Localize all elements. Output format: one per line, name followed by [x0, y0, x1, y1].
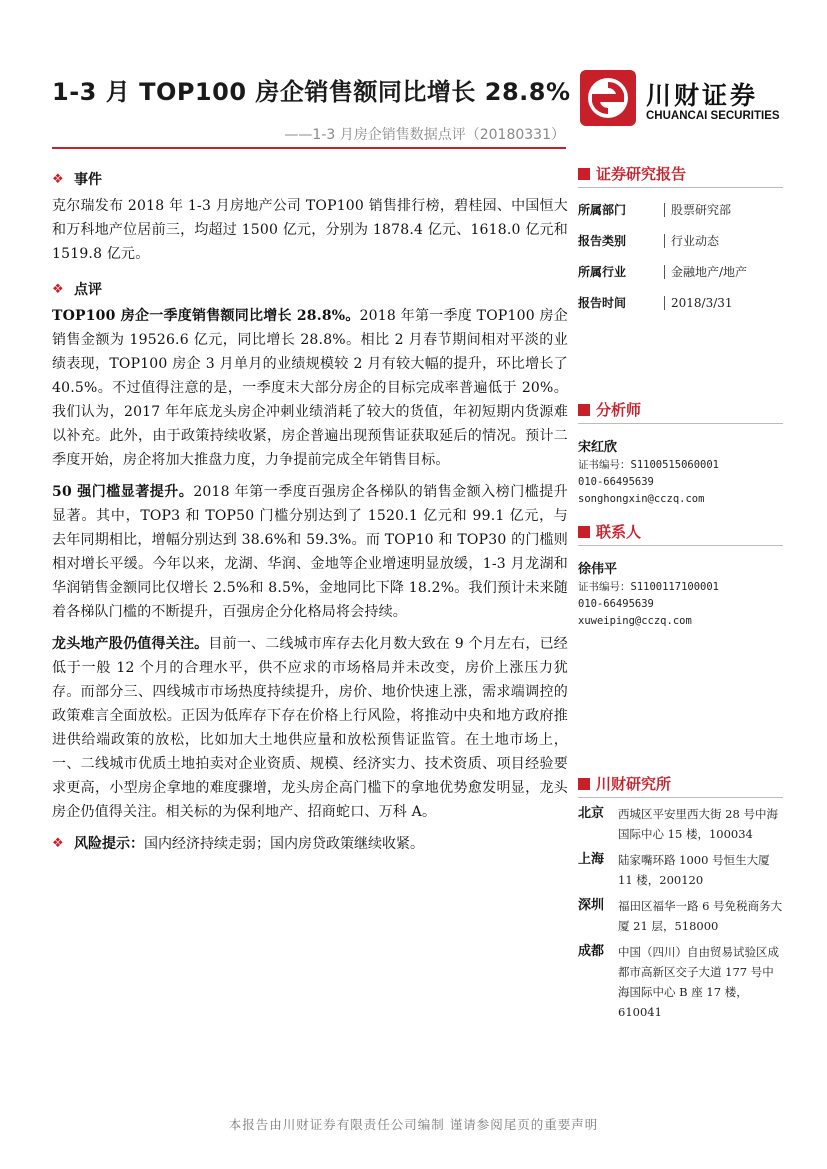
red-square-icon [578, 404, 590, 416]
review-paragraph-3: 龙头地产股仍值得关注。目前一、二线城市库存去化月数大致在 9 个月左右，已经低于一般 12 个月的合理水平，供不应求的市场格局并未改变，房价上涨压力犹存。而部分三、四线城市市场热度持续提升，房价、地价快速上涨，需求端调控的政策难言全面放松。正因为低库存下存在价格上行风险，将推动中央和地方政府推进供给端政策的放松，比如加大土地供应量和放松预售证监管。在土地市场上，一、二线城市优质土地拍卖对企业资质、规模、经济实力、技术资质、项目经验要求更高，小型房企拿地的难度骤增，龙头房企高门槛下的拿地优势愈发明显，龙头房企仍值得关注。相关标的为保利地产、招商蛇口、万科 A。 [52, 636, 568, 820]
red-square-icon [578, 778, 590, 790]
contact-name: 徐伟平 [578, 562, 618, 577]
info-row-category: 报告类别 行业动态 [578, 234, 720, 248]
company-logo [580, 70, 780, 130]
diamond-bullet-icon: ❖ [52, 171, 64, 187]
logo-text-cn: 川财证券 [646, 81, 759, 110]
review-paragraph-2: 50 强门槛显著提升。2018 年第一季度百强房企各梯队的销售金额入榜门槛提升显著。其中，TOP3 和 TOP50 门槛分别达到了 1520.1 亿元和 99.1 亿元，与去年同期相比，增幅分别达到 38.6%和 59.3%。而 TOP10 和 TOP30 的门槛则相对增长平缓。今年以来，龙湖、华润、金地等企业增速明显放缓，1-3 月龙湖和华润销售金额同比仅增长 2.5%和 8.5%，金地同比下降 18.2%。我们预计未来随着各梯队门槛的不断提升，百强房企分化格局将会持续。 [52, 484, 568, 620]
info-row-department: 所属部门 股票研究部 [578, 203, 732, 217]
contact-email[interactable]: xuweiping@cczq.com [578, 615, 692, 627]
analyst-email[interactable]: songhongxin@cczq.com [578, 493, 705, 505]
report-info-heading: 证券研究报告 [578, 160, 783, 188]
info-row-industry: 所属行业 金融地产/地产 [578, 265, 748, 279]
office-shanghai: 上海 陆家嘴环路 1000 号恒生大厦 11 楼，200120 [578, 852, 770, 887]
red-square-icon [578, 526, 590, 538]
contact-cert: 证书编号：S1100117100001 [578, 581, 720, 593]
chuancai-logo-icon [580, 70, 636, 126]
event-section-heading: ❖ 事件 [52, 171, 102, 188]
analyst-name: 宋红欣 [578, 440, 618, 455]
page-footer: 本报告由川财证券有限责任公司编制 谨请参阅尾页的重要声明 [228, 1117, 599, 1132]
logo-text-en: CHUANCAI SECURITIES [646, 110, 780, 122]
sidebar [578, 160, 783, 1022]
analyst-cert: 证书编号：S1100515060001 [578, 459, 720, 471]
review-paragraph-1: TOP100 房企一季度销售额同比增长 28.8%。2018 年第一季度 TOP100 房企销售金额为 19526.6 亿元，同比增长 28.8%。相比 2 月春节期间相对平淡的业绩表现，TOP100 房企 3 月单月的业绩规模较 2 月有较大幅的提升，环比增长了 40.5%。不过值得注意的是，一季度末大部分房企的目标完成率普遍低于 20%。我们认为，2017 年年底龙头房企冲刺业绩消耗了较大的货值，年初短期内货源难以补充。此外，由于政策持续收紧，房企普遍出现预售证获取延后的情况。预计二季度开始，房企将加大推盘力度，力争提前完成全年销售目标。 [52, 308, 568, 468]
analyst-card [578, 436, 783, 508]
institute-heading: 川财研究所 [578, 770, 783, 798]
office-shenzhen: 深圳 福田区福华一路 6 号免税商务大厦 21 层，518000 [578, 898, 783, 933]
diamond-bullet-icon: ❖ [52, 836, 64, 851]
contact-card [578, 558, 783, 630]
office-beijing: 北京 西城区平安里西大街 28 号中海国际中心 15 楼，100034 [578, 806, 778, 841]
contact-heading: 联系人 [578, 518, 783, 546]
diamond-bullet-icon: ❖ [52, 281, 64, 297]
analyst-heading: 分析师 [578, 396, 783, 424]
contact-phone: 010-66495639 [578, 598, 654, 610]
red-square-icon [578, 168, 590, 180]
risk-warning: ❖ 风险提示：国内经济持续走弱；国内房贷政策继续收紧。 [52, 832, 568, 856]
main-content [52, 160, 568, 856]
review-section-heading: ❖ 点评 [52, 281, 102, 298]
report-subtitle: ——1-3 月房企销售数据点评（20180331） [284, 127, 565, 143]
event-paragraph: 克尔瑞发布 2018 年 1-3 月房地产公司 TOP100 销售排行榜，碧桂园、中国恒大和万科地产位居前三，均超过 1500 亿元，分别为 1878.4 亿元、1618.0 亿元和 1519.8 亿元。 [52, 198, 568, 262]
office-chengdu: 成都 中国（四川）自由贸易试验区成都市高新区交子大道 177 号中海国际中心 B 座 17 楼，610041 [578, 944, 779, 1019]
analyst-phone: 010-66495639 [578, 476, 654, 488]
info-row-date: 报告时间 2018/3/31 [578, 295, 733, 310]
report-title: 1-3 月 TOP100 房企销售额同比增长 28.8% [52, 78, 571, 106]
header-divider [52, 147, 566, 149]
